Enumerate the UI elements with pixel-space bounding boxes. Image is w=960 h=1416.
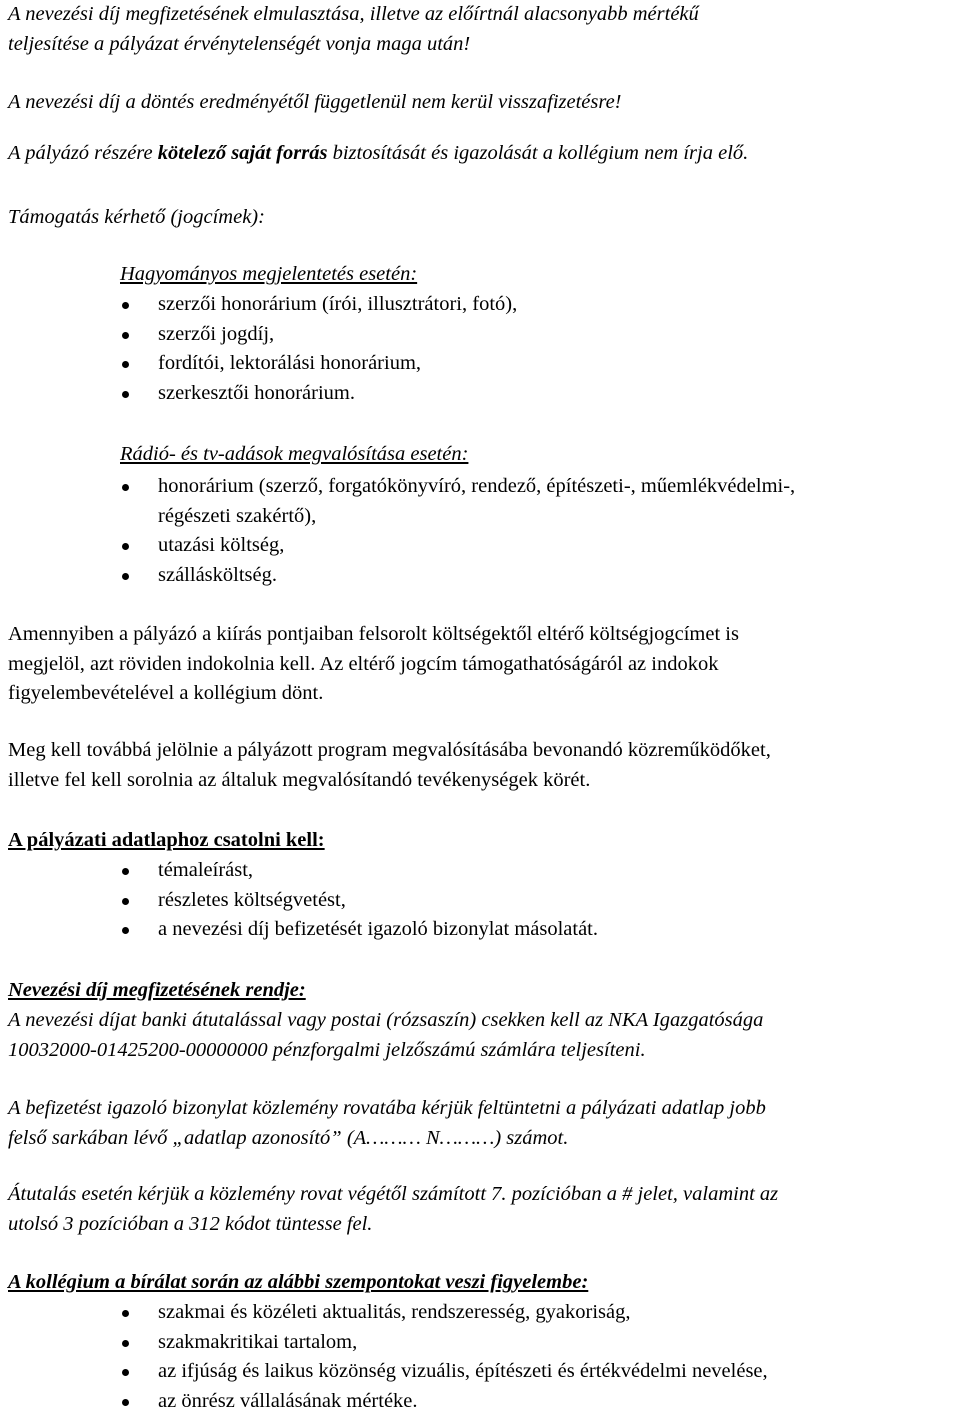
transfer-line-1-pre: Átutalás esetén kérjük a közlemény rovat végétől számított 7. xyxy=(8,1183,512,1205)
list-item: szállásköltség. xyxy=(0,561,952,591)
attachments-list xyxy=(0,856,952,945)
list-item: utazási költség, xyxy=(0,531,952,561)
contributors-paragraph: Meg kell továbbá jelölnie a pályázott program megvalósításába bevonandó közreműködőket, illetve fel kell sorolnia az általuk megvalósítandó tevékenységek körét. xyxy=(8,736,952,795)
bullet-icon xyxy=(122,302,129,309)
support-heading: Támogatás kérhető (jogcímek): xyxy=(8,203,952,233)
intro-line-3-post: biztosítását és igazolását a kollégium nem írja elő. xyxy=(327,142,748,164)
bullet-icon xyxy=(122,927,129,934)
list-item: az ifjúság és laikus közönség vizuális, építészeti és értékvédelmi nevelése, xyxy=(0,1357,952,1387)
list-item: szakmai és közéleti aktualitás, rendszeresség, gyakoriság, xyxy=(0,1298,952,1328)
intro-warning xyxy=(8,0,952,59)
attachments-heading: A pályázati adatlaphoz csatolni kell: xyxy=(8,826,952,856)
broadcast-list xyxy=(0,472,952,590)
bullet-icon xyxy=(122,1369,129,1376)
criteria-list xyxy=(0,1298,952,1416)
intro-line-1b: teljesítése a pályázat érvénytelenségét vonja maga után! xyxy=(8,30,952,60)
payment-note-paragraph: A befizetést igazoló bizonylat közlemény rovatába kérjük feltüntetni a pályázati adatlap jobb felső sarkában lévő „adatlap azonosító” (A……… N………) számot. xyxy=(8,1094,952,1153)
intro-line-1a: A nevezési díj megfizetésének elmulasztása, illetve az előírtnál alacsonyabb mértékű xyxy=(8,0,952,30)
bullet-icon xyxy=(122,361,129,368)
list-item: szerzői jogdíj, xyxy=(0,320,952,350)
bullet-icon xyxy=(122,1399,129,1406)
list-item: szakmakritikai tartalom, xyxy=(0,1328,952,1358)
transfer-paragraph: Átutalás esetén kérjük a közlemény rovat végétől számított 7. pozícióban a # jelet, valamint az utolsó 3 pozícióban a 312 kódot tüntesse fel. xyxy=(8,1180,952,1239)
list-item: az önrész vállalásának mértéke. xyxy=(0,1387,952,1416)
fee-paragraph: A nevezési díjat banki átutalással vagy postai (rózsaszín) csekken kell az NKA Igazgatósága 10032000-01425200-00000000 pénzforgalmi jelzőszámú számlára teljesíteni. xyxy=(8,1006,952,1065)
intro-line-3-pre: A pályázó részére xyxy=(8,142,158,164)
list-item: részletes költségvetést, xyxy=(0,886,952,916)
intro-refund-note xyxy=(8,88,952,118)
other-costs-paragraph: Amennyiben a pályázó a kiírás pontjaiban felsorolt költségektől eltérő költségjogcímet is megjelöl, azt röviden indokolnia kell. Az eltérő jogcím támogathatóságáról az indokok figyelembevételével a kollégium dönt. xyxy=(8,620,952,709)
bullet-icon xyxy=(122,1340,129,1347)
list-item: honorárium (szerző, forgatókönyvíró, rendező, építészeti-, műemlékvédelmi-, régészeti szakértő), xyxy=(0,472,952,531)
bullet-icon xyxy=(122,543,129,550)
bullet-icon xyxy=(122,868,129,875)
broadcast-subheading: Rádió- és tv-adások megvalósítása esetén: xyxy=(120,440,952,470)
traditional-list xyxy=(0,290,952,408)
intro-line-3-bold: kötelező saját forrás xyxy=(158,142,328,164)
list-item: fordítói, lektorálási honorárium, xyxy=(0,349,952,379)
list-item: témaleírást, xyxy=(0,856,952,886)
bullet-icon xyxy=(122,573,129,580)
bullet-icon xyxy=(122,1310,129,1317)
bullet-icon xyxy=(122,332,129,339)
traditional-subheading: Hagyományos megjelentetés esetén: xyxy=(120,260,952,290)
fee-heading: Nevezési díj megfizetésének rendje: xyxy=(8,976,952,1006)
list-item: a nevezési díj befizetését igazoló bizonylat másolatát. xyxy=(0,915,952,945)
bullet-icon xyxy=(122,484,129,491)
bullet-icon xyxy=(122,391,129,398)
criteria-heading: A kollégium a bírálat során az alábbi szempontokat veszi figyelembe: xyxy=(8,1268,952,1298)
intro-own-source-note xyxy=(8,139,952,169)
bullet-icon xyxy=(122,898,129,905)
list-item: szerkesztői honorárium. xyxy=(0,379,952,409)
intro-line-2: A nevezési díj a döntés eredményétől függetlenül nem kerül visszafizetésre! xyxy=(8,88,952,118)
list-item: szerzői honorárium (írói, illusztrátori, fotó), xyxy=(0,290,952,320)
transfer-line-1-post: pozícióban a # jelet, valamint az xyxy=(512,1183,778,1205)
